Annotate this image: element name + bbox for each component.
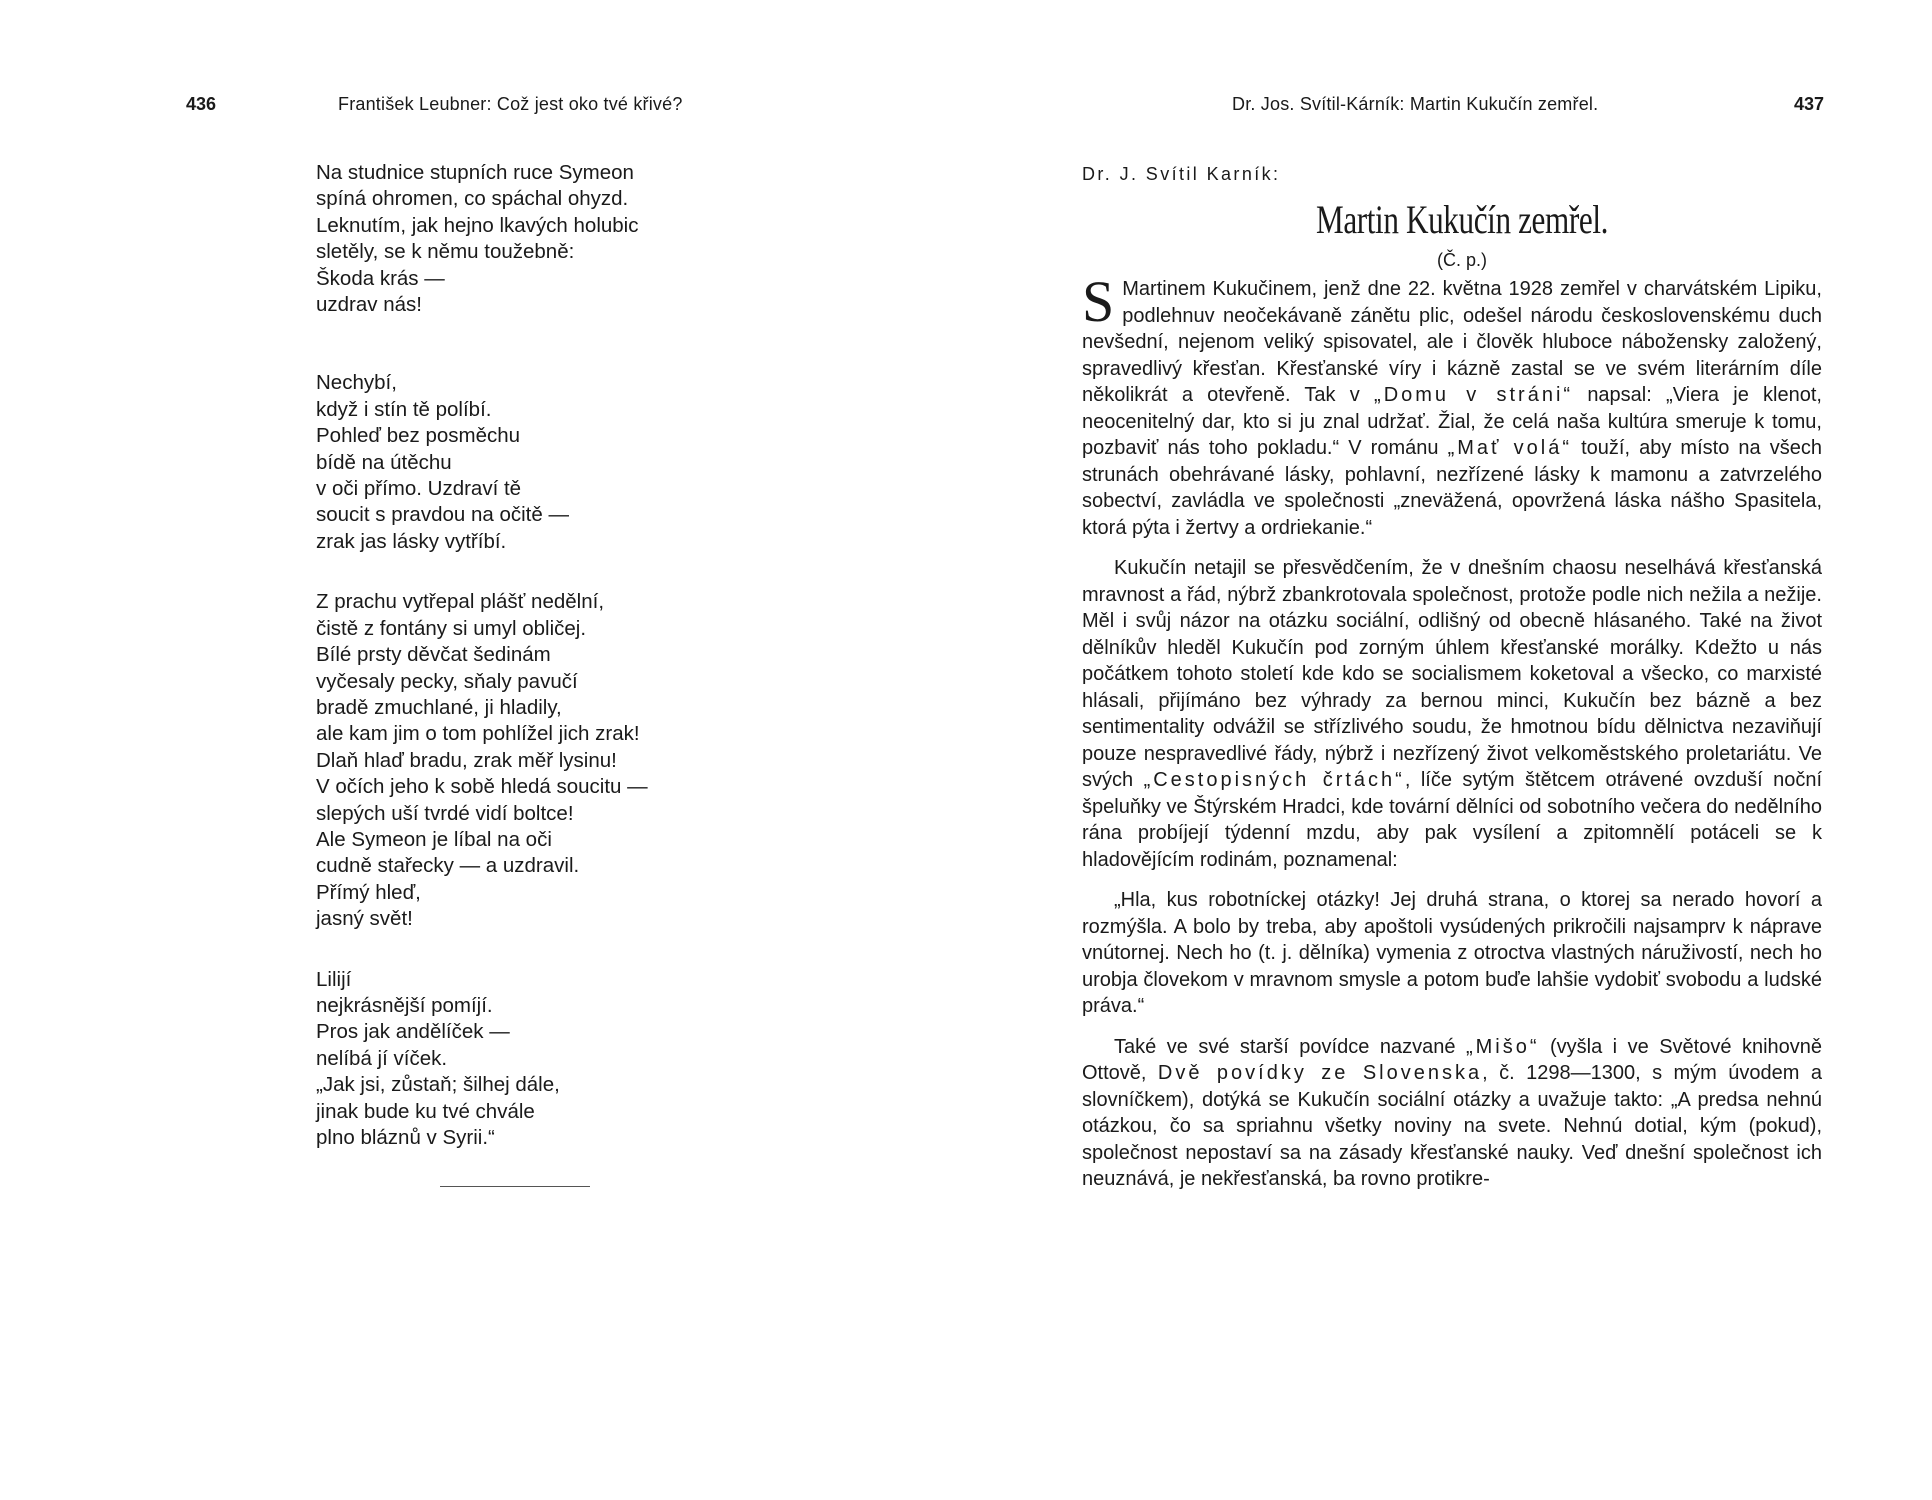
spaced-title: „Cestopisných črtách“ (1143, 769, 1405, 791)
article-body (1082, 269, 1822, 1207)
poem-line: Lilijí (316, 967, 352, 991)
poem-line: Z prachu vytřepal plášť nedělní, (316, 590, 605, 614)
poem-line: slepých uší tvrdé vidí boltce! (316, 801, 574, 825)
poem-line: zrak jas lásky vytříbí. (316, 529, 507, 553)
poem-line: sletěly, se k němu toužebně: (316, 240, 575, 264)
spaced-title: Dvě povídky ze Slovenska (1157, 1062, 1483, 1084)
poem-line: cudně stařecky — a uzdravil. (316, 854, 580, 878)
running-head-right: Dr. Jos. Svítil-Kárník: Martin Kukučín zemřel. (1232, 94, 1599, 114)
poem-line: nelíbá jí víček. (316, 1046, 448, 1070)
paragraph-4 (1082, 1034, 1822, 1193)
text-run: Také ve své starší povídce nazvané (1114, 1035, 1456, 1058)
poem-line: V očích jeho k sobě hledá soucitu — (316, 775, 648, 799)
text-run: , č. 1298—1300, s mým úvodem a slovníčkem), dotýká se Kukučín sociální otázky a uvažuje takto: „A predsa nehnú otázkou, čo sa spriahnu všetky noviny na svete. Nehnú dotial, kým (pokud), společnost nepostaví sa na zásady křesťanské nauky. Veď dnešní společnost ich neuznává, je nekřesťanská, ba rovno protikre- (1082, 1062, 1822, 1190)
poem-line: soucit s pravdou na očitě — (316, 503, 569, 527)
poem-line: čistě z fontány si umyl obličej. (316, 616, 587, 640)
stanza-3 (316, 589, 836, 932)
quote-paragraph: „Hla, kus robotníckej otázky! Jej druhá strana, o ktorej sa nerado hovorí a rozmýšla. A bolo by treba, aby apoštoli vysúdených prikročili najsamprv k náprave vnútornej. Nech ho (t. j. dělníka) vymenia z otroctva vlastných náruživostí, nech ho urobja človekom v mravnom smysle a potom buďe lahšie vydobiť svobodu a ludské práva.“ (1082, 889, 1822, 1017)
article-subtitle: (Č. p.) (1436, 250, 1487, 270)
running-head-left: František Leubner: Což jest oko tvé křivé? (338, 94, 683, 114)
poem-line: v oči přímo. Uzdraví tě (316, 477, 522, 501)
poem-line: Dlaň hlaď bradu, zrak měř lysinu! (316, 748, 617, 772)
spaced-title: „Mať volá“ (1447, 437, 1572, 459)
poem-line: Leknutím, jak hejno lkavých holubic (316, 213, 639, 237)
poem-line: Nechybí, (316, 371, 397, 395)
poem-line: „Jak jsi, zůstaň; šilhej dále, (316, 1073, 560, 1097)
poem-line: Pohleď bez posměchu (316, 424, 521, 448)
poem-line: plno bláznů v Syrii.“ (316, 1126, 495, 1149)
stanza-2 (316, 370, 836, 555)
article-title: Martin Kukučín zemřel. (1315, 197, 1609, 242)
poem-line: vyčesaly pecky, sňaly pavučí (316, 669, 578, 693)
poem-line: ale kam jim o tom pohlížel jich zrak! (316, 722, 640, 746)
poem-line: Pros jak andělíček — (316, 1020, 510, 1044)
spaced-title: „Mišo“ (1465, 1035, 1540, 1058)
section-divider (440, 1186, 590, 1187)
paragraph-1 (1082, 269, 1822, 541)
text-run: Martinem Kukučinem, jenž dne 22. května 1928 zemřel v charvátském Lipiku, podlehnuv neočekávaně zánětu plic, odešel národu československému duch nevšední, nejenom veliký spisovatel, ale i člověk hluboce nábožensky založený, spravedlivý křesťan. Křesťanské víry i kázně zastal se ve svém literárním díle několikrát a otevřeně. Tak v (1082, 278, 1822, 406)
poem-line: Na studnice stupních ruce Symeon (316, 161, 634, 184)
poem-line: Bílé prsty děvčat šedinám (316, 643, 551, 667)
page-number-left: 436 (186, 94, 217, 114)
poem-line: Škoda krás — (316, 266, 445, 290)
poem-line: jinak bude ku tvé chvále (316, 1099, 535, 1123)
text-run: Kukučín netajil se přesvědčením, že v dnešním chaosu neselhává křesťanská mravnost a řád, nýbrž zbankrotovala společnost, protože podle nich nežila a nežije. Měl i svůj názor na otázku sociální, odlišný od obecně hlásaného. Také na život dělníkův hleděl Kukučín pod zorným úhlem křesťanské morálky. Kdežto u nás počátkem tohoto století kde kdo se socialismem koketoval a všecko, co marxisté hlásali, přijímáno bez výhrady za bernou minci, Kukučín bez bázně a bez sentimentality odvážil se střízlivého soudu, že hmotnou bídu dělnictva nezaviňují pouze nespravedlivé řády, nýbrž i nezřízený život velkoměstského proletariátu. Ve svých (1082, 557, 1822, 791)
drop-cap: S (1082, 269, 1115, 334)
article-byline: Dr. J. Svítil Karník: (1082, 164, 1281, 184)
poem-line: jasný svět! (316, 907, 413, 931)
poem (316, 160, 836, 1183)
poem-line: nejkrásnější pomíjí. (316, 993, 493, 1017)
poem-line: Ale Symeon je líbal na oči (316, 827, 552, 851)
stanza-1 (316, 160, 836, 318)
text-run: touží, aby místo na všech strunách obehrávané lásky, pohlavní, nezřízené lásky k mamonu a zatvrzelého sobectví, zavládla ve společnosti „zneväžená, opovržená láska nášho Spasitela, ktorá pýta i žertvy a ordriekanie.“ (1082, 437, 1822, 539)
text-run: napsal: „Viera je klenot, neocenitelný dar, kto si ju znal udržať. Žial, že celá naša kultúra smeruje k tomu, pozbaviť nás toho pokladu.“ V románu (1082, 384, 1822, 459)
poem-line: uzdrav nás! (316, 293, 422, 317)
spaced-title: „Domu v stráni“ (1374, 384, 1574, 406)
page-number-right: 437 (1794, 94, 1825, 114)
poem-line: Přímý hleď, (316, 880, 421, 904)
poem-line: bídě na útěchu (316, 450, 452, 474)
stanza-4 (316, 967, 836, 1152)
poem-line: bradě zmuchlané, ji hladily, (316, 695, 562, 719)
poem-line: spíná ohromen, co spáchal ohyzd. (316, 187, 629, 211)
paragraph-2 (1082, 555, 1822, 873)
text-run: (vyšla i ve Světové knihovně Ottově, (1082, 1035, 1822, 1084)
text-run: , líče sytým štětcem otrávené ovzduší noční špeluňky ve Štýrském Hradci, kde tovární dělníci od sobotního večera do nedělního rána probíjejí týdenní mzdu, aby pak vysílení a zpitomnělí potáceli se k hladovějícím rodinám, poznamenal: (1082, 769, 1822, 871)
poem-line: když i stín tě políbí. (316, 397, 492, 421)
